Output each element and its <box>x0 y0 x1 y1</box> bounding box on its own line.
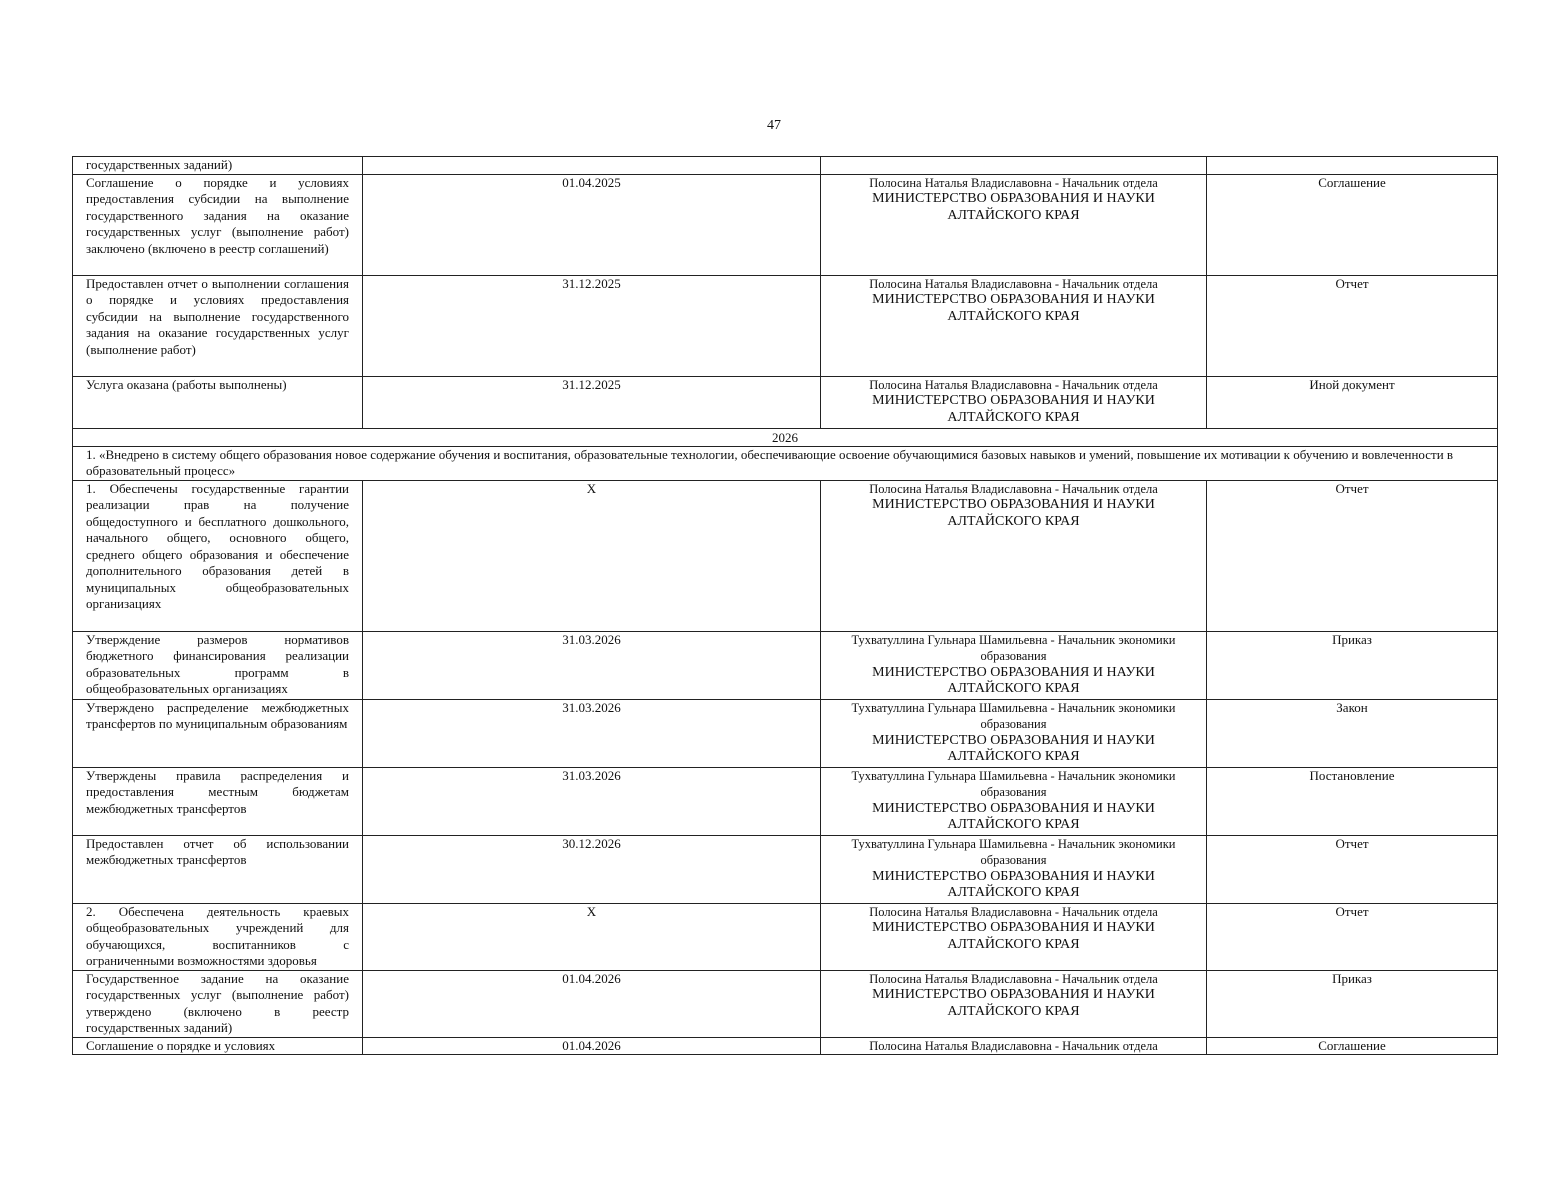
responsible-person: Тухватуллина Гульнара Шамильевна - Начальник экономики образования <box>851 768 1176 799</box>
event-cell: Утверждены правила распределения и предоставления местным бюджетам межбюджетных трансфертов <box>73 767 363 835</box>
responsible-cell <box>821 157 1207 175</box>
responsible-person: Тухватуллина Гульнара Шамильевна - Начальник экономики образования <box>851 632 1176 663</box>
responsible-organization: МИНИСТЕРСТВО ОБРАЗОВАНИЯ И НАУКИ АЛТАЙСКОГО КРАЯ <box>872 191 1155 223</box>
responsible-organization: МИНИСТЕРСТВО ОБРАЗОВАНИЯ И НАУКИ АЛТАЙСКОГО КРАЯ <box>872 664 1155 696</box>
event-cell: 1. Обеспечены государственные гарантии реализации прав на получение общедоступного и бесплатного дошкольного, начального общего, основного общего, среднего общего образования и обеспечение дополнительного образования детей в муниципальных общеобразовательных организациях <box>73 480 363 631</box>
responsible-person: Полосина Наталья Владиславовна - Начальник отдела <box>869 904 1158 919</box>
table-row <box>73 376 1498 428</box>
responsible-person: Полосина Наталья Владиславовна - Начальник отдела <box>869 1038 1158 1053</box>
responsible-cell <box>821 174 1207 275</box>
date-cell <box>363 157 821 175</box>
event-cell: Предоставлен отчет о выполнении соглашения о порядке и условиях предоставления субсидии на выполнение государственного задания на оказание государственных услуг (выполнение работ) <box>73 275 363 376</box>
responsible-cell <box>821 970 1207 1037</box>
event-cell: Государственное задание на оказание государственных услуг (выполнение работ) утверждено (включено в реестр государственных заданий) <box>73 970 363 1037</box>
task-row <box>73 446 1498 480</box>
document-cell: Отчет <box>1207 835 1498 903</box>
table-row <box>73 631 1498 699</box>
responsible-cell <box>821 631 1207 699</box>
table-row <box>73 970 1498 1037</box>
table-row <box>73 275 1498 376</box>
responsible-person: Полосина Наталья Владиславовна - Начальник отдела <box>869 481 1158 496</box>
document-cell: Соглашение <box>1207 1037 1498 1055</box>
date-cell: 31.03.2026 <box>363 699 821 767</box>
document-cell: Приказ <box>1207 631 1498 699</box>
document-cell: Отчет <box>1207 480 1498 631</box>
table-row <box>73 699 1498 767</box>
table-row <box>73 157 1498 175</box>
date-cell: 01.04.2026 <box>363 970 821 1037</box>
event-cell: Утверждение размеров нормативов бюджетного финансирования реализации образовательных программ в общеобразовательных организациях <box>73 631 363 699</box>
document-cell: Отчет <box>1207 275 1498 376</box>
date-cell: 31.12.2025 <box>363 376 821 428</box>
table-row <box>73 174 1498 275</box>
responsible-cell <box>821 480 1207 631</box>
date-cell: Х <box>363 480 821 631</box>
document-cell: Отчет <box>1207 903 1498 970</box>
page-number: 47 <box>767 118 781 133</box>
document-cell: Соглашение <box>1207 174 1498 275</box>
responsible-organization: МИНИСТЕРСТВО ОБРАЗОВАНИЯ И НАУКИ АЛТАЙСКОГО КРАЯ <box>872 920 1155 952</box>
responsible-organization: МИНИСТЕРСТВО ОБРАЗОВАНИЯ И НАУКИ АЛТАЙСКОГО КРАЯ <box>872 732 1155 764</box>
date-cell: 01.04.2026 <box>363 1037 821 1055</box>
responsible-cell <box>821 376 1207 428</box>
year-heading: 2026 <box>73 428 1498 446</box>
responsible-cell <box>821 903 1207 970</box>
responsible-organization: МИНИСТЕРСТВО ОБРАЗОВАНИЯ И НАУКИ АЛТАЙСКОГО КРАЯ <box>872 868 1155 900</box>
responsible-cell <box>821 699 1207 767</box>
document-cell: Закон <box>1207 699 1498 767</box>
event-cell: государственных заданий) <box>73 157 363 175</box>
table-row <box>73 1037 1498 1055</box>
responsible-organization: МИНИСТЕРСТВО ОБРАЗОВАНИЯ И НАУКИ АЛТАЙСКОГО КРАЯ <box>872 393 1155 425</box>
responsible-organization: МИНИСТЕРСТВО ОБРАЗОВАНИЯ И НАУКИ АЛТАЙСКОГО КРАЯ <box>872 292 1155 324</box>
responsible-organization: МИНИСТЕРСТВО ОБРАЗОВАНИЯ И НАУКИ АЛТАЙСКОГО КРАЯ <box>872 497 1155 529</box>
responsible-person: Полосина Наталья Владиславовна - Начальник отдела <box>869 276 1158 291</box>
plan-table <box>72 156 1498 1055</box>
responsible-person: Тухватуллина Гульнара Шамильевна - Начальник экономики образования <box>851 836 1176 867</box>
event-cell: Соглашение о порядке и условиях <box>73 1037 363 1055</box>
document-cell: Постановление <box>1207 767 1498 835</box>
table-row <box>73 480 1498 631</box>
document-cell: Приказ <box>1207 970 1498 1037</box>
responsible-cell <box>821 767 1207 835</box>
responsible-cell <box>821 835 1207 903</box>
responsible-person: Полосина Наталья Владиславовна - Начальник отдела <box>869 377 1158 392</box>
event-cell: 2. Обеспечена деятельность краевых общеобразовательных учреждений для обучающихся, воспитанников с ограниченными возможностями здоровья <box>73 903 363 970</box>
responsible-person: Тухватуллина Гульнара Шамильевна - Начальник экономики образования <box>851 700 1176 731</box>
table-row <box>73 903 1498 970</box>
date-cell: 31.03.2026 <box>363 767 821 835</box>
table-row <box>73 767 1498 835</box>
date-cell: 31.12.2025 <box>363 275 821 376</box>
responsible-cell <box>821 1037 1207 1055</box>
year-row <box>73 428 1498 446</box>
responsible-person: Полосина Наталья Владиславовна - Начальник отдела <box>869 175 1158 190</box>
responsible-person: Полосина Наталья Владиславовна - Начальник отдела <box>869 971 1158 986</box>
date-cell: 01.04.2025 <box>363 174 821 275</box>
document-cell: Иной документ <box>1207 376 1498 428</box>
date-cell: 31.03.2026 <box>363 631 821 699</box>
date-cell: Х <box>363 903 821 970</box>
event-cell: Услуга оказана (работы выполнены) <box>73 376 363 428</box>
task-heading: 1. «Внедрено в систему общего образования новое содержание обучения и воспитания, образовательные технологии, обеспечивающие освоение обучающимися базовых навыков и умений, повышение их мотивации к обучению и вовлеченности в образовательный процесс» <box>73 446 1498 480</box>
responsible-organization: МИНИСТЕРСТВО ОБРАЗОВАНИЯ И НАУКИ АЛТАЙСКОГО КРАЯ <box>872 987 1155 1019</box>
event-cell: Соглашение о порядке и условиях предоставления субсидии на выполнение государственного задания на оказание государственных услуг (выполнение работ) заключено (включено в реестр соглашений) <box>73 174 363 275</box>
date-cell: 30.12.2026 <box>363 835 821 903</box>
responsible-cell <box>821 275 1207 376</box>
responsible-organization: МИНИСТЕРСТВО ОБРАЗОВАНИЯ И НАУКИ АЛТАЙСКОГО КРАЯ <box>872 800 1155 832</box>
document-cell <box>1207 157 1498 175</box>
event-cell: Утверждено распределение межбюджетных трансфертов по муниципальным образованиям <box>73 699 363 767</box>
table-row <box>73 835 1498 903</box>
event-cell: Предоставлен отчет об использовании межбюджетных трансфертов <box>73 835 363 903</box>
